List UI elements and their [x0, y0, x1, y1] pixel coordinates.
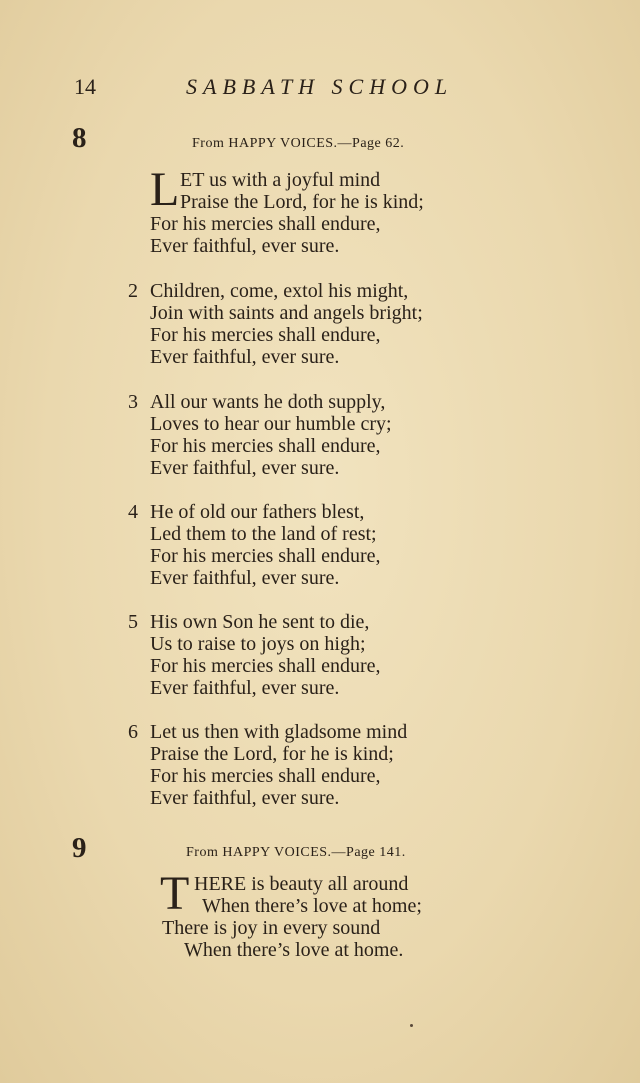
- verse-number: 6: [128, 721, 138, 743]
- verse-line: He of old our fathers blest,: [150, 501, 365, 523]
- verse-number: 3: [128, 391, 138, 413]
- source-title: HAPPY VOICES.: [228, 136, 338, 151]
- source-title: HAPPY VOICES.: [222, 845, 332, 860]
- verse-line: All our wants he doth supply,: [150, 391, 386, 413]
- verse-number: 2: [128, 280, 138, 302]
- verse-line: Praise the Lord, for he is kind;: [180, 191, 424, 213]
- paper-speck: [410, 1024, 413, 1027]
- source-dash: —: [337, 136, 353, 151]
- hymn-number: 9: [72, 832, 87, 864]
- verse-line: Children, come, extol his might,: [150, 280, 409, 302]
- verse-line: Join with saints and angels bright;: [150, 302, 423, 324]
- verse-line: Let us then with gladsome mind: [150, 721, 408, 743]
- verse-number: 4: [128, 501, 138, 523]
- verse-number: 5: [128, 611, 138, 633]
- verse-line: For his mercies shall endure,: [150, 655, 381, 677]
- verse-line: Us to raise to joys on high;: [150, 633, 366, 655]
- verse-line: Ever faithful, ever sure.: [150, 677, 340, 699]
- running-head: SABBATH SCHOOL: [186, 74, 454, 99]
- verse-line: HERE is beauty all around: [194, 873, 409, 895]
- verse-line: For his mercies shall endure,: [150, 435, 381, 457]
- verse-line: Led them to the land of rest;: [150, 523, 377, 545]
- verse-line: For his mercies shall endure,: [150, 324, 381, 346]
- drop-cap: L: [150, 163, 180, 216]
- source-page-number: 141.: [379, 845, 406, 860]
- verse-line: ET us with a joyful mind: [180, 169, 381, 191]
- verse-line: Ever faithful, ever sure.: [150, 787, 340, 809]
- verse-line: Ever faithful, ever sure.: [150, 346, 340, 368]
- verse-line: Ever faithful, ever sure.: [150, 235, 340, 257]
- source-prefix: From: [186, 845, 219, 860]
- source-page-label: Page: [346, 845, 376, 860]
- source-dash: —: [331, 845, 347, 860]
- verse-line: When there’s love at home.: [184, 939, 404, 961]
- verse-line: For his mercies shall endure,: [150, 545, 381, 567]
- verse-line: For his mercies shall endure,: [150, 765, 381, 787]
- hymn-source: [192, 136, 404, 152]
- verse-line: Praise the Lord, for he is kind;: [150, 743, 394, 765]
- verse-line: His own Son he sent to die,: [150, 611, 370, 633]
- verse-line: Ever faithful, ever sure.: [150, 567, 340, 589]
- verse-line: Loves to hear our humble cry;: [150, 413, 392, 435]
- verse-line: When there’s love at home;: [202, 895, 422, 917]
- drop-cap: T: [160, 867, 190, 920]
- hymn-number: 8: [72, 122, 87, 154]
- source-prefix: From: [192, 136, 225, 151]
- hymn-source: [186, 845, 406, 861]
- source-page-label: Page: [352, 136, 382, 151]
- source-page-number: 62.: [385, 136, 405, 151]
- verse-line: There is joy in every sound: [162, 917, 381, 939]
- verse-line: For his mercies shall endure,: [150, 213, 381, 235]
- verse-line: Ever faithful, ever sure.: [150, 457, 340, 479]
- page-number: 14: [74, 74, 96, 99]
